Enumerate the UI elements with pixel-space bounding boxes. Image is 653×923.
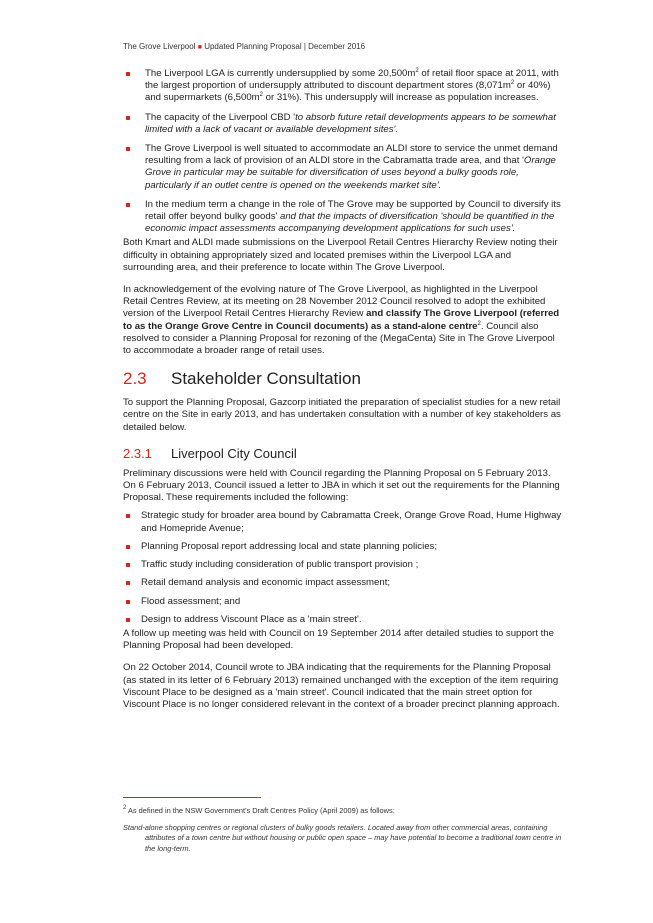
text-run: The Grove Liverpool is well situated to accommodate an ALDI store to service the unmet demand resulting from a lack of provision of an ALDI store in the Cabramatta trade area, and that ' (145, 143, 558, 167)
subsection-number: 2.3.1 (123, 445, 152, 461)
paragraph-support (123, 397, 563, 434)
text-run: In acknowledgement of the evolving nature of The Grove Liverpool, as highlighted in the Liverpool Retail Centres Review, at its meeting on 28 November 2012 Council resolved to adopt the exhibited version of the Liverpool Retail Centres Hierarchy Review (123, 284, 546, 320)
list-item-text (145, 68, 559, 103)
section-number: 2.3 (123, 369, 147, 389)
list-item (123, 614, 563, 626)
list-item-text (145, 199, 561, 234)
footnote-text: As defined in the NSW Government's Draft Centres Policy (April 2009) as follows: (126, 806, 395, 815)
requirements-list (123, 510, 563, 625)
section-heading-2-3 (123, 369, 563, 389)
header-separator: ■ (197, 44, 202, 51)
superscript: 2 (477, 320, 481, 327)
text-run: Both Kmart and ALDI made submissions on the Liverpool Retail Centres Hierarchy Review noting their difficulty in obtaining appropriately sized and located premises within the Liverpool LGA and surrounding area, and their preference to locate within The Grove Liverpool. (123, 237, 558, 273)
paragraph-acknowledgement (123, 284, 563, 357)
text-run: and that the impacts of diversification 'should be quantified in the economic impact assessments accompanying development applications for such uses'. (145, 211, 555, 235)
subsection-title: Liverpool City Council (171, 445, 297, 461)
text-run: The capacity of the Liverpool CBD ' (145, 111, 296, 123)
section-title: Stakeholder Consultation (171, 369, 361, 389)
superscript: 2 (259, 92, 263, 99)
text-run: . Council also resolved to consider a Planning Proposal for rezoning of the (MegaCenta) Site in The Grove Liverpool to accommodate a broader range of retail uses. (123, 320, 555, 357)
list-item (123, 541, 563, 553)
footnote-marker: 2 (123, 805, 127, 811)
bullet-marker (126, 618, 130, 622)
text-run: of retail floor space at 2011, with the largest proportion of undersupply attributed to discount department stores (8,071m (145, 68, 559, 92)
bullet-marker (126, 600, 130, 604)
bullet-marker (126, 514, 130, 518)
list-item (123, 68, 563, 105)
bullet-marker (126, 72, 130, 76)
page-header (123, 42, 365, 51)
page-content (123, 68, 563, 721)
superscript: 2 (510, 80, 515, 87)
text-run: A follow up meeting was held with Council on 19 September 2014 after detailed studies to support the Planning Proposal had been developed. (123, 627, 554, 652)
text-run: The Liverpool LGA is currently undersupplied by some 20,500m (145, 68, 416, 79)
list-item (123, 596, 563, 608)
list-item-text: Planning Proposal report addressing local and state planning policies; (141, 540, 437, 552)
paragraph-preliminary (123, 468, 563, 505)
list-item-text: Flood assessment; and (141, 595, 241, 607)
bullet-marker (126, 545, 130, 549)
footnote-quote: Stand-alone shopping centres or regional clusters of bulky goods retailers. Located away from other commercial areas, containing attributes of a town centre but without housing or public open space – may have potential to become a traditional town centre in the long-term. (123, 822, 562, 853)
paragraph-october-letter (123, 662, 563, 711)
footnote-divider (123, 797, 261, 798)
list-item-text: Strategic study for broader area bound by Cabramatta Creek, Orange Grove Road, Hume Highway and Homepride Avenue; (141, 510, 562, 534)
text-run: To support the Planning Proposal, Gazcorp initiated the preparation of specialist studies for a new retail centre on the Site in early 2013, and has undertaken consultation with a number of key stakeholders as detailed below. (123, 397, 561, 433)
bullet-marker (126, 203, 130, 207)
list-item-text: Design to address Viscount Place as a 'main street'. (141, 613, 362, 625)
list-item (123, 112, 563, 136)
text-run: or 40%) and supermarkets (6,500m (145, 80, 551, 104)
bullet-marker (126, 147, 130, 151)
header-subtitle: Updated Planning Proposal | December 2016 (204, 42, 366, 51)
header-doc-name: The Grove Liverpool (123, 42, 196, 51)
list-item-text: Traffic study including consideration of public transport provision ; (141, 559, 419, 571)
section-heading-2-3-1 (123, 446, 563, 462)
footnotes (123, 806, 563, 854)
text-run: Orange Grove in particular may be suitable for diversification of uses beyond a bulky goods role, particularly if an outlet centre is opened on the weekends market site'. (145, 155, 556, 191)
paragraph-follow-up (123, 628, 563, 652)
text-run: and classify The Grove Liverpool (referred to as the Orange Grove Centre in Council documents) as a stand-alone centre (123, 308, 560, 332)
text-run: to absorb future retail developments appears to be somewhat limited with a lack of vacant or available development sites'. (145, 111, 556, 135)
superscript: 2 (415, 68, 419, 74)
text-run: or 31%). This undersupply will increase as population increases. (263, 92, 539, 104)
list-item-text (145, 143, 558, 191)
bullet-marker (126, 116, 130, 120)
list-item (123, 510, 563, 534)
text-run: On 22 October 2014, Council wrote to JBA indicating that the requirements for the Planning Proposal (as stated in its letter of 6 February 2013) remained unchanged with the exception of the item requiring Viscount Place to be designed as a 'main street'. Council indicated that the main street option for Viscount Place is no longer considered relevant in the context of a broader precinct planning approach. (123, 662, 560, 710)
list-item-text: Retail demand analysis and economic impact assessment; (141, 577, 391, 589)
key-findings-list (123, 68, 563, 235)
text-run: Preliminary discussions were held with Council regarding the Planning Proposal on 5 February 2013. On 6 February 2013, Council issued a letter to JBA in which it set out the requirements for the Planning Proposal. These requirements included the following: (123, 467, 560, 504)
list-item (123, 143, 563, 192)
list-item-text (145, 112, 556, 135)
text-run: In the medium term a change in the role of The Grove may be supported by Council to diversify its retail offer beyond bulky goods' (145, 198, 561, 223)
bullet-marker (126, 563, 130, 567)
list-item (123, 577, 563, 589)
list-item (123, 199, 563, 236)
paragraph-kmart-aldi (123, 237, 563, 274)
list-item (123, 559, 563, 571)
footnote-2 (123, 806, 563, 817)
bullet-marker (126, 581, 130, 585)
